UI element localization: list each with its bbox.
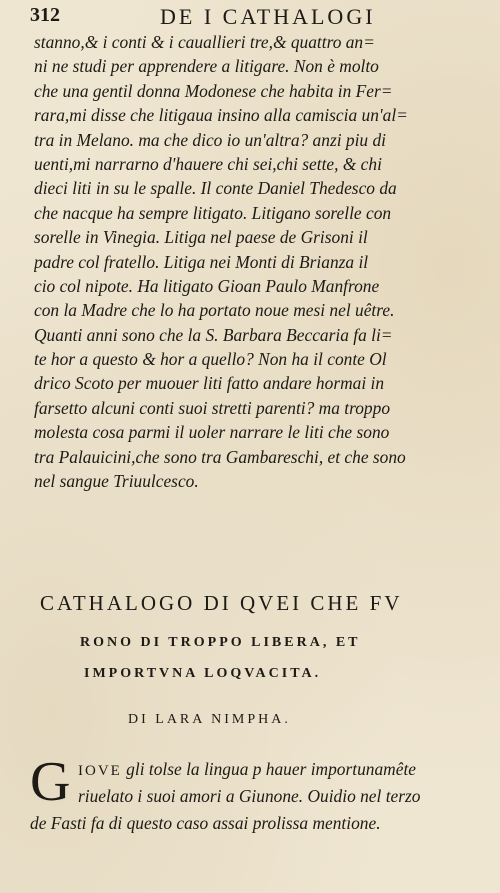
body-line: molesta cosa parmi il uoler narrare le liti che sono (34, 422, 390, 443)
section-heading-line-2: RONO DI TROPPO LIBERA, ET (80, 635, 361, 650)
final-line-1-caps: IOVE (78, 763, 122, 779)
final-line-2: riuelato i suoi amori a Giunone. Ouidio nel terzo (78, 786, 421, 806)
final-line-1-text: gli tolse la lingua p hauer importunamête (121, 759, 416, 779)
body-text (34, 30, 474, 493)
final-line-3: de Fasti fa di questo caso assai prolissa mentione. (30, 813, 381, 833)
body-line: ni ne studi per apprendere a litigare. Non è molto (34, 56, 379, 77)
drop-cap: G (30, 751, 71, 813)
body-line: nel sangue Triuulcesco. (34, 471, 199, 492)
body-line: tra in Melano. ma che dico io un'altra? anzi piu di (34, 129, 386, 150)
body-line: Quanti anni sono che la S. Barbara Beccaria fa li= (34, 324, 393, 345)
body-line: con la Madre che lo ha portato noue mesi nel uêtre. (34, 300, 395, 321)
page-header (30, 4, 470, 30)
final-paragraph (30, 751, 480, 837)
subheading: DI LARA NIMPHA. (128, 712, 291, 727)
body-line: farsetto alcuni conti suoi stretti parenti? ma troppo (34, 397, 391, 418)
body-line: stanno,& i conti & i cauallieri tre,& quattro an= (34, 32, 375, 52)
body-line: uenti,mi narrarno d'hauere chi sei,chi sette, & chi (34, 153, 382, 174)
body-line: dieci liti in su le spalle. Il conte Daniel Thedesco da (34, 178, 397, 199)
section-heading-line-3: IMPORTVNA LOQVACITA. (84, 666, 322, 681)
running-head: DE I CATHALOGI (160, 4, 376, 29)
body-line: te hor a questo & hor a quello? Non ha il conte Ol (34, 349, 387, 370)
body-line: rara,mi disse che litigaua insino alla camiscia un'al= (34, 105, 408, 126)
body-line: sorelle in Vinegia. Litiga nel paese de Grisoni il (34, 227, 368, 248)
body-line: drico Scoto per muouer liti fatto andare hormai in (34, 373, 385, 394)
final-line-1 (30, 756, 480, 783)
body-line: che nacque ha sempre litigato. Litigano sorelle con (34, 202, 392, 223)
body-line: padre col fratello. Litiga nei Monti di Brianza il (34, 251, 369, 272)
section-heading-line-1: CATHALOGO DI QVEI CHE FV (40, 591, 403, 615)
page-number: 312 (30, 4, 60, 26)
body-line: cio col nipote. Ha litigato Gioan Paulo Manfrone (34, 275, 380, 296)
body-line: che una gentil donna Modonese che habita in Fer= (34, 80, 393, 101)
body-line: tra Palauicini,che sono tra Gambareschi, et che sono (34, 446, 406, 467)
